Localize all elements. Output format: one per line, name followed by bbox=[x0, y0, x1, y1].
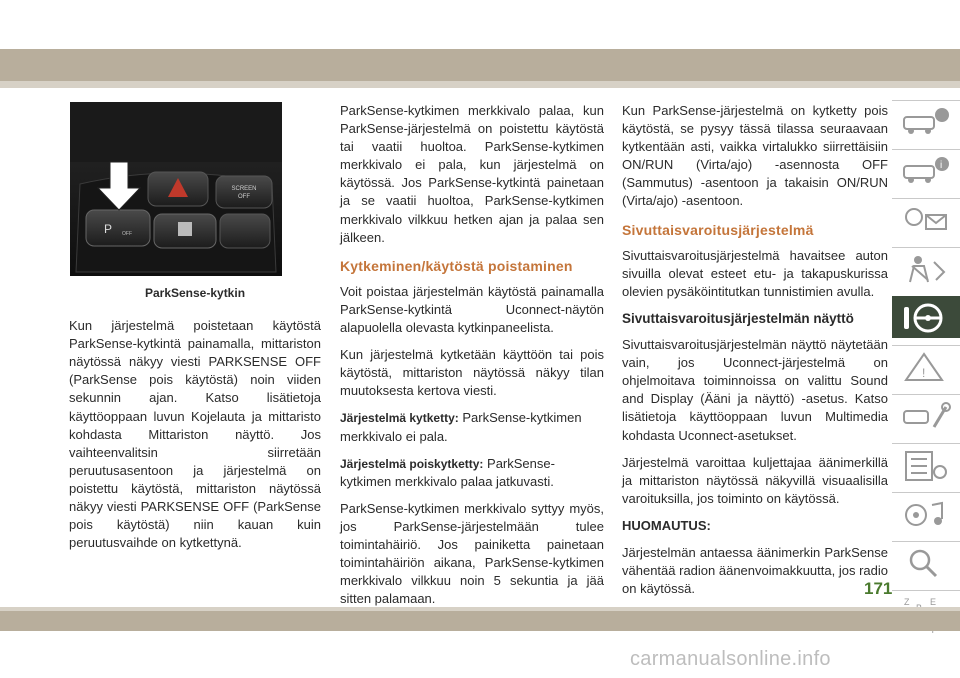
svg-text:i: i bbox=[940, 160, 943, 171]
paragraph: Sivuttaisvaroitusjärjestelmän näyttö näytetään vain, jos Uconnect-järjestelmä on ohjelmoitava toiminnoissa on valittu Sound and Display (Ääni ja näyttö) -asetus. Katso lisätietoja käyttöoppaan luvun Multimedia kohdasta Uconnect-asetukset. bbox=[622, 337, 888, 443]
tab-vehicle-warning[interactable] bbox=[892, 149, 960, 191]
top-band bbox=[0, 49, 960, 81]
lights-mail-icon bbox=[898, 203, 952, 237]
tab-vehicle-info[interactable] bbox=[892, 100, 960, 142]
paragraph: Kun järjestelmä poistetaan käytöstä ParkSense-kytkintä painamalla, mittariston näytössä näkyy viesti PARKSENSE OFF (ParkSense pois käytöstä) noin viiden sekunnin ajan. Katso lisätietoja käyttöoppaan luvun Kojelauta ja mittaristo kohdasta Mittariston näyttö. Jos vaihteenvalitsin siirretään peruutusasentoon ja järjestelmä on poistettu käytöstä, mittariston näytössä näkyy viesti PARKSENSE OFF (ParkSense pois käytöstä) niin kauan kuin peruutusvaihde on kytkettynä. bbox=[69, 318, 321, 551]
status-line-disabled bbox=[340, 455, 604, 491]
svg-text:OFF: OFF bbox=[122, 231, 132, 237]
car-warning-icon bbox=[898, 154, 952, 188]
paragraph: Kun ParkSense-järjestelmä on kytketty pois käytöstä, se pysyy tässä tilassa seuraavaan kytkentään asti, vaikka virtalukko siirrettäisiin ON/RUN (Virta/ajo) -asennosta OFF (Sammutus) -asentoon ja takaisin ON/RUN (Virta/ajo) -asentoon. bbox=[622, 103, 888, 209]
column-3 bbox=[622, 102, 888, 607]
switch-panel-illustration bbox=[70, 102, 282, 276]
note-text: Järjestelmän antaessa äänimerkin ParkSense vähentää radion äänenvoimakkuutta, jos radio on käytössä. bbox=[622, 544, 888, 597]
tab-service[interactable] bbox=[892, 394, 960, 436]
svg-text:SCREEN: SCREEN bbox=[231, 186, 257, 192]
page-number: 171 bbox=[864, 579, 893, 598]
search-icon bbox=[898, 546, 952, 580]
tab-driving[interactable] bbox=[892, 296, 960, 338]
paragraph: ParkSense-kytkimen merkkivalo palaa, kun ParkSense-järjestelmä on poistettu käytöstä tai vaatii huoltoa. ParkSense-kytkimen merkkivalo ei pala, kun järjestelmä on käytössä. Jos ParkSense-kytkintä painetaan ja se vaatii huoltoa, ParkSense-kytkimen merkkivalo vilkkuu hetken ajan ja palaa sen jälkeen. bbox=[340, 103, 604, 245]
tab-emergency[interactable] bbox=[892, 345, 960, 387]
tab-specifications[interactable] bbox=[892, 443, 960, 485]
svg-text:OFF: OFF bbox=[238, 194, 250, 200]
parksense-switch-photo bbox=[70, 102, 282, 276]
column-1 bbox=[69, 102, 321, 561]
section-heading: Sivuttaisvaroitusjärjestelmä bbox=[622, 221, 814, 238]
status-line-enabled bbox=[340, 409, 604, 445]
status-label: Järjestelmä poiskytketty: bbox=[340, 456, 484, 471]
car-info-icon bbox=[898, 105, 952, 139]
bottom-band bbox=[0, 611, 960, 631]
figure-caption: ParkSense-kytkin bbox=[144, 286, 246, 300]
paragraph: Järjestelmä varoittaa kuljettajaa äänimerkillä ja mittariston näytössä näkyvillä visuaalisilla varoituksilla, jos toiminto on käytössä. bbox=[622, 454, 888, 506]
steering-wheel-icon bbox=[898, 301, 952, 335]
paragraph: Kun järjestelmä kytketään käyttöön tai pois käytöstä, mittariston näytössä näkyy tilan muutoksesta kertova viesti. bbox=[340, 347, 604, 399]
paragraph: Sivuttaisvaroitusjärjestelmä havaitsee auton sivuilla olevat esteet etu- ja takapuskurissa olevien pysäköintitutkan tunnistimien avulla. bbox=[622, 247, 888, 299]
warning-triangle-icon bbox=[898, 350, 952, 384]
paragraph: ParkSense-kytkimen merkkivalo syttyy myös, jos ParkSense-järjestelmään tulee toimintahäiriö. Jos painiketta painetaan toimintahäiriön aikana, ParkSense-kytkimen merkkivalo vilkkuu noin 5 sekuntia ja jää sitten palamaan. bbox=[340, 500, 604, 607]
top-band-shadow bbox=[0, 81, 960, 88]
wrench-icon bbox=[898, 399, 952, 433]
chapter-tabs bbox=[892, 100, 960, 639]
status-text: ParkSense-kytkimen merkkivalo ei pala. bbox=[340, 410, 582, 444]
tab-search[interactable] bbox=[892, 541, 960, 583]
svg-text:Z: Z bbox=[904, 597, 910, 607]
status-label: Järjestelmä kytketty: bbox=[340, 411, 459, 426]
column-2 bbox=[340, 102, 604, 617]
status-text: ParkSense-kytkimen merkkivalo palaa jatkuvasti. bbox=[340, 455, 555, 489]
tab-safety[interactable] bbox=[892, 247, 960, 289]
seatbelt-icon bbox=[898, 252, 952, 286]
svg-text:P: P bbox=[104, 222, 113, 236]
svg-text:E: E bbox=[930, 597, 937, 607]
paragraph: Voit poistaa järjestelmän käytöstä painamalla ParkSense-kytkintä Uconnect-näytön alapuolella olevasta kytkinpaneelista. bbox=[340, 283, 604, 336]
subsection-heading: Sivuttaisvaroitusjärjestelmän näyttö bbox=[622, 310, 854, 326]
watermark: carmanualsonline.info bbox=[630, 648, 831, 670]
multimedia-icon bbox=[898, 497, 952, 531]
tab-multimedia[interactable] bbox=[892, 492, 960, 534]
checklist-icon bbox=[898, 448, 952, 482]
tab-lights-messages[interactable] bbox=[892, 198, 960, 240]
svg-text:!: ! bbox=[922, 366, 926, 380]
section-heading: Kytkeminen/käytöstä poistaminen bbox=[340, 257, 573, 274]
note-title: HUOMAUTUS: bbox=[622, 517, 711, 533]
